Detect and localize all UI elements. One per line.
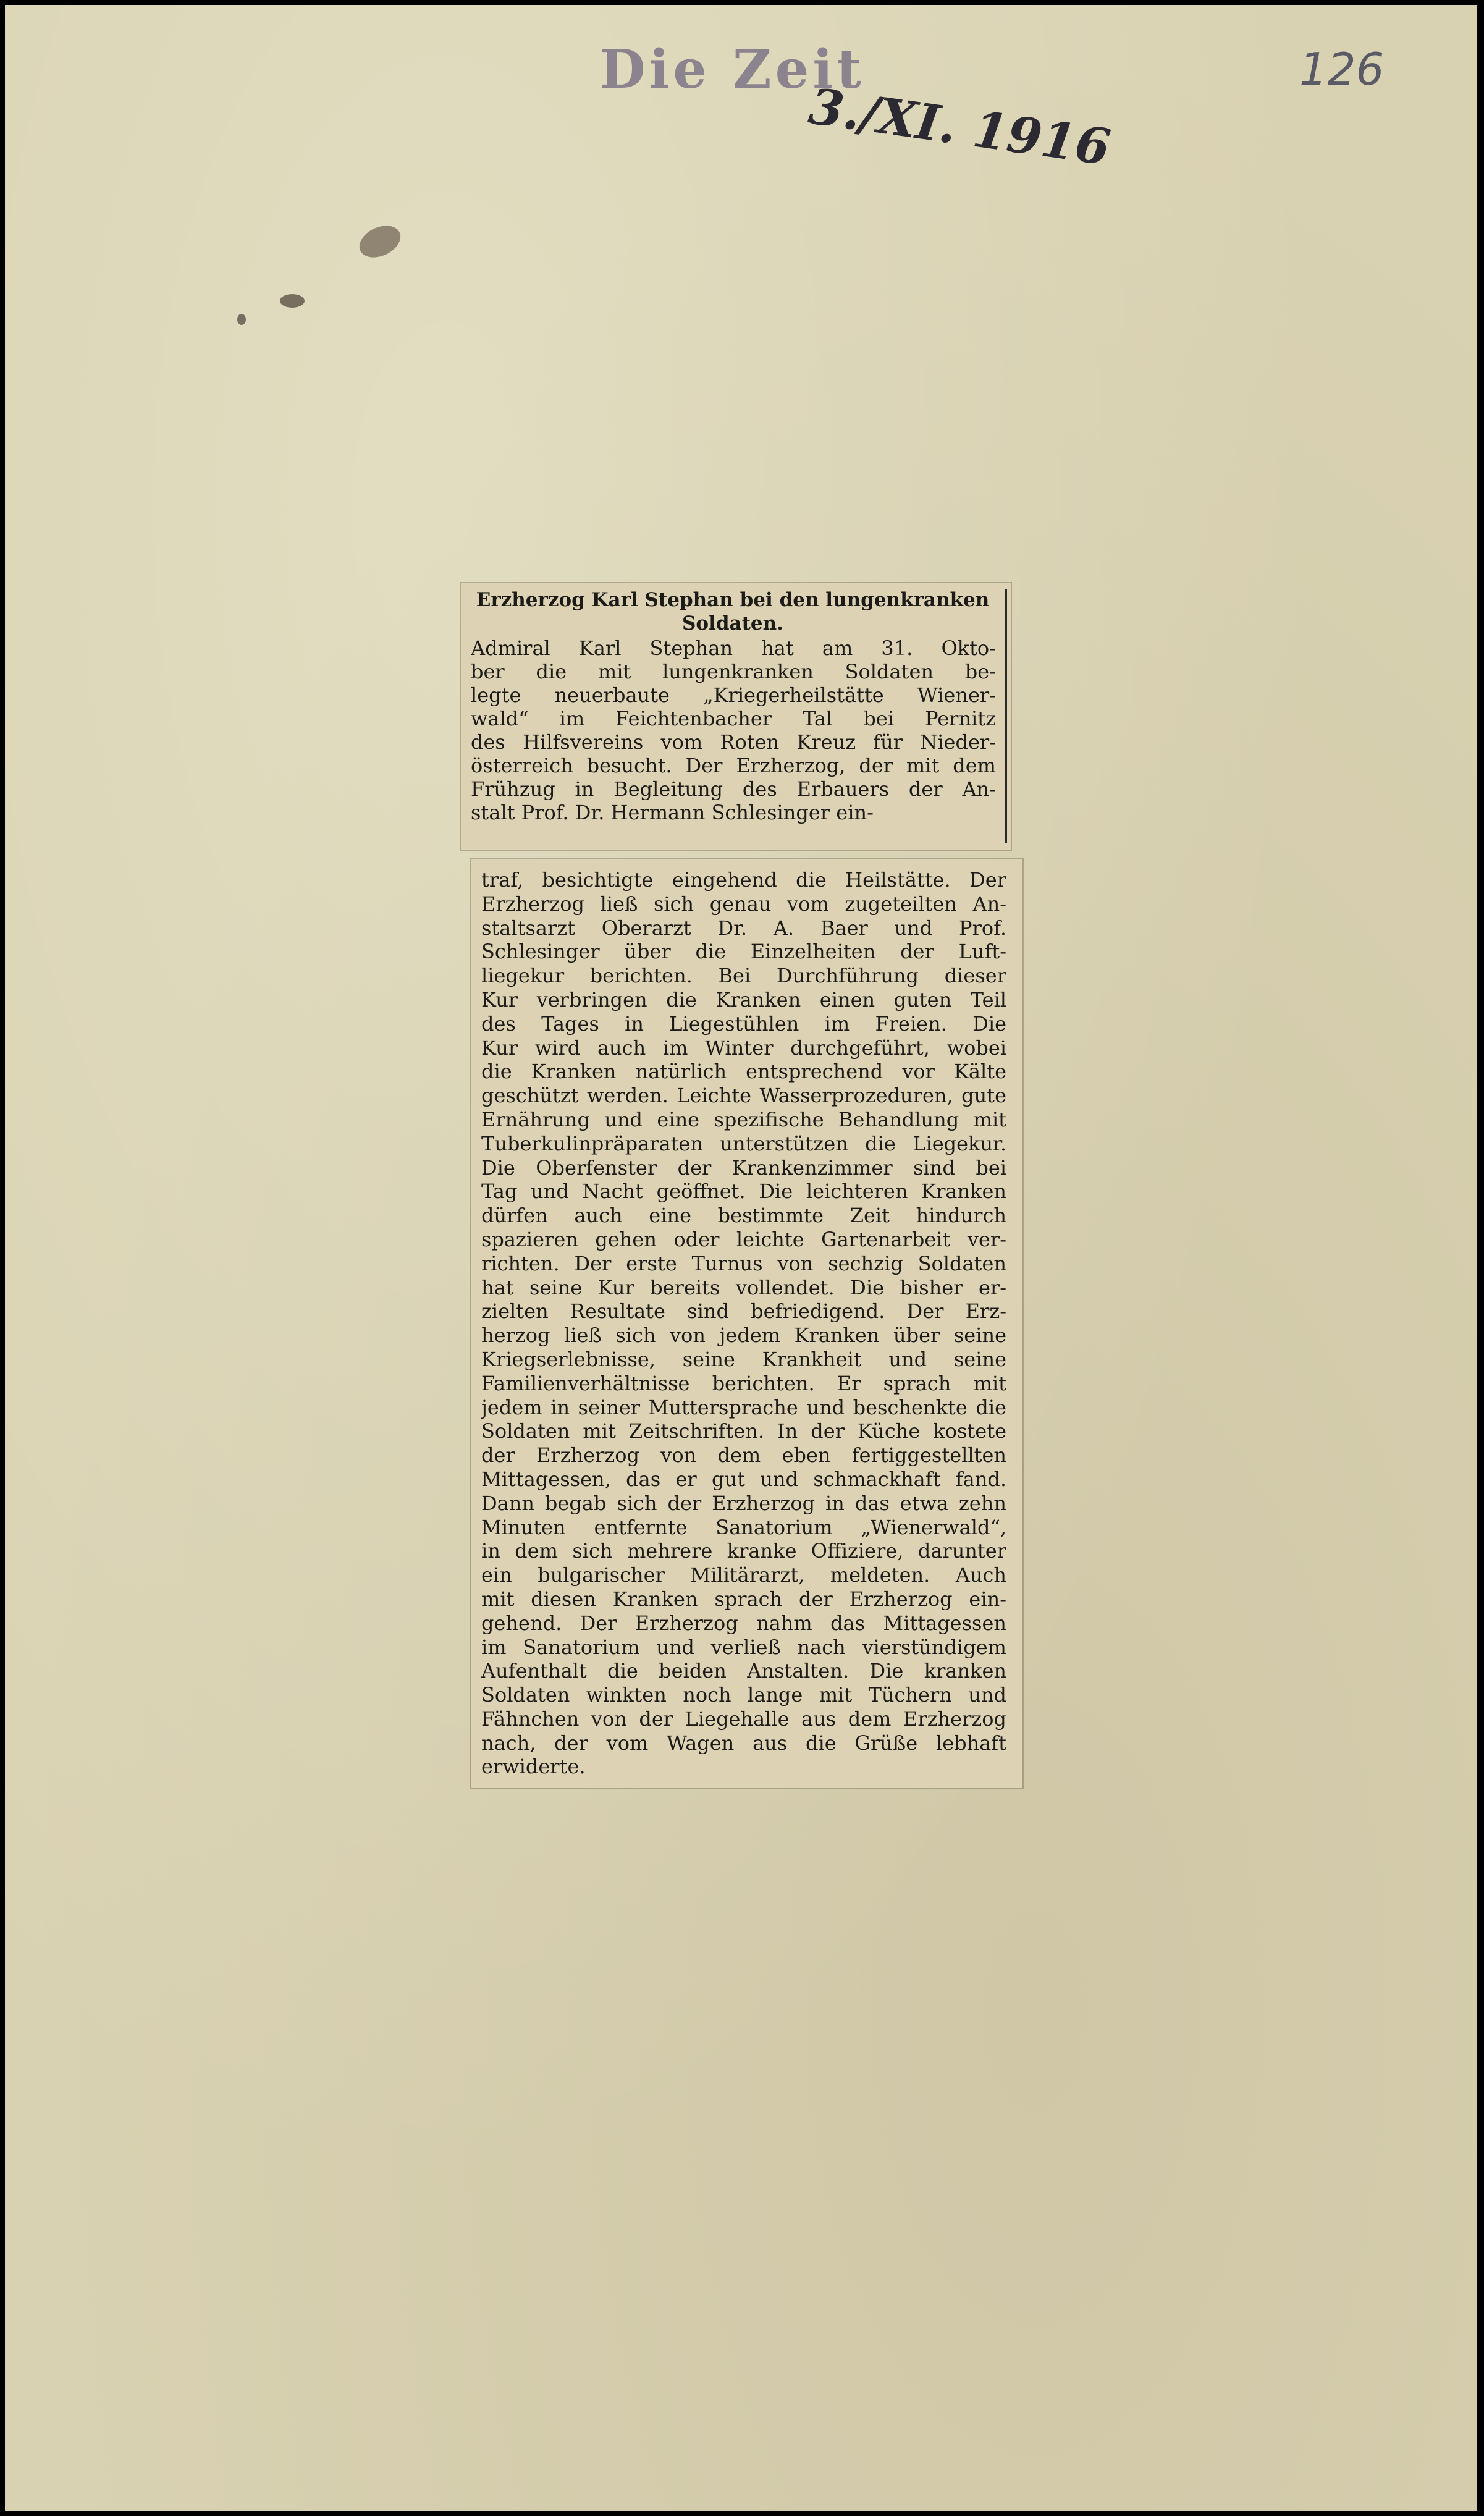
article-line: spazieren gehen oder leichte Gartenarbeit ver- xyxy=(481,1227,1006,1251)
clipping-part-1 xyxy=(461,583,1011,850)
article-line: Mittagessen, das er gut und schmackhaft fand. xyxy=(481,1467,1006,1491)
article-line: Kur wird auch im Winter durchgeführt, wobei xyxy=(481,1036,1006,1060)
article-line: wald“ im Feichtenbacher Tal bei Pernitz xyxy=(471,707,996,730)
article-line: stalt Prof. Dr. Hermann Schlesinger ein- xyxy=(471,801,874,824)
article-line: Soldaten mit Zeitschriften. In der Küche kostete xyxy=(481,1419,1006,1443)
archive-sheet xyxy=(5,5,1477,2511)
article-line: richten. Der erste Turnus von sechzig Soldaten xyxy=(481,1251,1006,1275)
article-line: Soldaten winkten noch lange mit Tüchern und xyxy=(481,1683,1006,1707)
article-headline xyxy=(473,588,992,635)
article-line: österreich besucht. Der Erzherzog, der mit dem xyxy=(471,754,996,777)
article-line: Frühzug in Begleitung des Erbauers der An- xyxy=(471,777,996,801)
article-line: Admiral Karl Stephan hat am 31. Okto- xyxy=(471,636,996,660)
article-line: dürfen auch eine bestimmte Zeit hindurch xyxy=(481,1204,1006,1228)
article-line: Dann begab sich der Erzherzog in das etwa zehn xyxy=(481,1491,1006,1515)
article-line: Kur verbringen die Kranken einen guten Teil xyxy=(481,987,1006,1011)
article-line: traf, besichtigte eingehend die Heilstätte. Der xyxy=(481,868,1006,892)
article-line: Aufenthalt die beiden Anstalten. Die kranken xyxy=(481,1659,1006,1683)
article-line: im Sanatorium und verließ nach vierstündigem xyxy=(481,1635,1006,1659)
article-line: legte neuerbaute „Kriegerheilstätte Wiener- xyxy=(471,683,996,707)
article-line: die Kranken natürlich entsprechend vor Kälte xyxy=(481,1060,1006,1084)
article-line: ein bulgarischer Militärarzt, meldeten. Auch xyxy=(481,1563,1006,1587)
article-line: Fähnchen von der Liegehalle aus dem Erzherzog xyxy=(481,1707,1006,1731)
article-line: Die Oberfenster der Krankenzimmer sind bei xyxy=(481,1155,1006,1180)
article-line: zielten Resultate sind befriedigend. Der Erz- xyxy=(481,1299,1006,1323)
article-line: Minuten entfernte Sanatorium „Wienerwald“, xyxy=(481,1515,1006,1539)
article-line: Erzherzog ließ sich genau vom zugeteilten An- xyxy=(481,892,1006,916)
article-line: staltsarzt Oberarzt Dr. A. Baer und Prof. xyxy=(481,916,1006,940)
headline-line: Erzherzog Karl Stephan bei den lungenkranken xyxy=(476,589,990,611)
ink-blot xyxy=(355,219,406,263)
page-number: 126 xyxy=(1299,43,1385,95)
ink-mark xyxy=(237,314,246,325)
article-line: hat seine Kur bereits vollendet. Die bisher er- xyxy=(481,1275,1006,1299)
article-line: geschützt werden. Leichte Wasserprozeduren, gute xyxy=(481,1084,1006,1108)
newspaper-stamp: Die Zeit xyxy=(599,38,865,101)
article-line: mit diesen Kranken sprach der Erzherzog ein- xyxy=(481,1587,1006,1611)
article-line: jedem in seiner Muttersprache und beschenkte die xyxy=(481,1395,1006,1419)
article-line: Schlesinger über die Einzelheiten der Luft- xyxy=(481,940,1006,964)
article-body-part-2 xyxy=(481,868,1006,1779)
article-line: Tuberkulinpräparaten unterstützen die Liegekur. xyxy=(481,1131,1006,1155)
article-body-part-1 xyxy=(471,636,996,824)
clipping-part-2 xyxy=(471,859,1022,1788)
article-line: nach, der vom Wagen aus die Grüße lebhaft xyxy=(481,1731,1006,1755)
article-line: herzog ließ sich von jedem Kranken über seine xyxy=(481,1323,1006,1348)
article-line: erwiderte. xyxy=(481,1755,586,1779)
article-line: ber die mit lungenkranken Soldaten be- xyxy=(471,660,996,683)
article-line: Tag und Nacht geöffnet. Die leichteren Kranken xyxy=(481,1180,1006,1204)
column-rule xyxy=(1005,589,1007,843)
article-line: Kriegserlebnisse, seine Krankheit und seine xyxy=(481,1347,1006,1371)
article-line: in dem sich mehrere kranke Offiziere, darunter xyxy=(481,1539,1006,1563)
article-line: Ernährung und eine spezifische Behandlung mit xyxy=(481,1107,1006,1131)
article-line: des Tages in Liegestühlen im Freien. Die xyxy=(481,1011,1006,1036)
article-line: der Erzherzog von dem eben fertiggestellten xyxy=(481,1443,1006,1467)
article-line: liegekur berichten. Bei Durchführung dieser xyxy=(481,964,1006,988)
article-line: des Hilfsvereins vom Roten Kreuz für Nieder- xyxy=(471,730,996,754)
headline-line: Soldaten. xyxy=(682,612,783,635)
article-line: gehend. Der Erzherzog nahm das Mittagessen xyxy=(481,1611,1006,1635)
handwritten-date: 3./XI. 1916 xyxy=(805,77,1114,177)
article-line: Familienverhältnisse berichten. Er sprach mit xyxy=(481,1371,1006,1395)
ink-mark xyxy=(280,294,305,308)
